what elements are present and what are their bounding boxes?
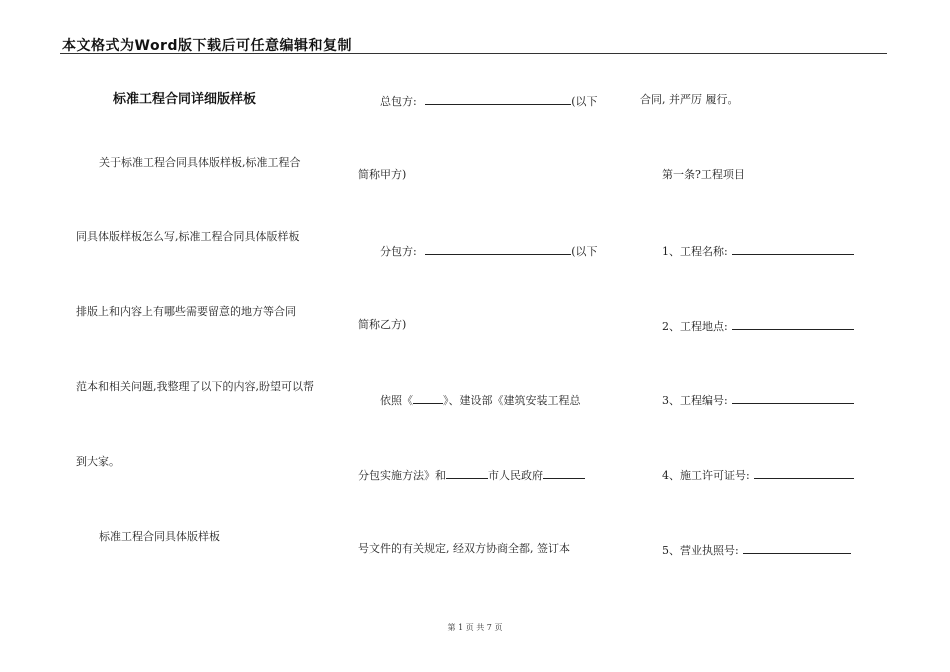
basis-text-b: 》、建设部《建筑安装工程总 xyxy=(443,394,581,407)
intro-line-5: 到大家。 xyxy=(76,455,120,468)
header-title: 本文格式为Word版下载后可任意编辑和复制 xyxy=(62,38,352,54)
basis-text-a: 依照《 xyxy=(380,394,413,407)
item-permit-number xyxy=(662,467,854,483)
subcontractor-label: 分包方: xyxy=(380,245,417,258)
basis2-text-a: 分包实施方法》和 xyxy=(358,469,446,482)
basis-blank-1 xyxy=(413,392,443,404)
subtitle-line: 标准工程合同具体版样板 xyxy=(99,530,220,543)
document-title: 标准工程合同详细版样板 xyxy=(113,92,257,107)
item-permit-number-label: 4、施工许可证号: xyxy=(662,469,750,482)
item-permit-number-blank xyxy=(754,467,854,479)
item-project-number-label: 3、工程编号: xyxy=(662,394,728,407)
intro-line-2: 同具体版样板怎么写,标准工程合同具体版样板 xyxy=(76,230,300,243)
item-project-number-blank xyxy=(732,392,854,404)
general-contractor-abbr: 简称甲方) xyxy=(358,168,407,181)
item-project-number xyxy=(662,392,854,408)
item-project-name-blank xyxy=(732,243,854,255)
intro-line-4: 范本和相关问题,我整理了以下的内容,盼望可以帮 xyxy=(76,380,314,393)
item-project-location-blank xyxy=(732,318,854,330)
item-project-location xyxy=(662,318,854,334)
basis2-text-b: 市人民政府 xyxy=(488,469,543,482)
item-project-name-label: 1、工程名称: xyxy=(662,245,728,258)
basis-line-1 xyxy=(380,392,581,408)
article-1-heading: 第一条?工程项目 xyxy=(662,168,745,181)
subcontractor-abbr: 简称乙方) xyxy=(358,318,407,331)
general-contractor-blank xyxy=(425,93,571,105)
basis2-blank-1 xyxy=(446,467,488,479)
page-number: 第 1 页 共 7 页 xyxy=(447,623,503,632)
item-license-number-blank xyxy=(743,542,851,554)
item-license-number-label: 5、营业执照号: xyxy=(662,544,739,557)
intro-line-3: 排版上和内容上有哪些需要留意的地方等合同 xyxy=(76,305,296,318)
subcontractor-line xyxy=(380,243,598,259)
general-contractor-suffix: (以下 xyxy=(571,95,598,108)
general-contractor-line xyxy=(380,93,598,109)
header-divider xyxy=(60,53,887,54)
item-license-number xyxy=(662,542,851,558)
basis-line-3: 号文件的有关规定, 经双方协商全都, 签订本 xyxy=(358,542,570,555)
item-project-name xyxy=(662,243,854,259)
basis-line-2 xyxy=(358,467,585,483)
subcontractor-blank xyxy=(425,243,571,255)
item-project-location-label: 2、工程地点: xyxy=(662,320,728,333)
general-contractor-label: 总包方: xyxy=(380,95,417,108)
intro-line-1: 关于标准工程合同具体版样板,标准工程合 xyxy=(99,156,301,169)
subcontractor-suffix: (以下 xyxy=(571,245,598,258)
basis2-blank-2 xyxy=(543,467,585,479)
contract-intro: 合同, 并严厉 履行。 xyxy=(640,93,739,106)
